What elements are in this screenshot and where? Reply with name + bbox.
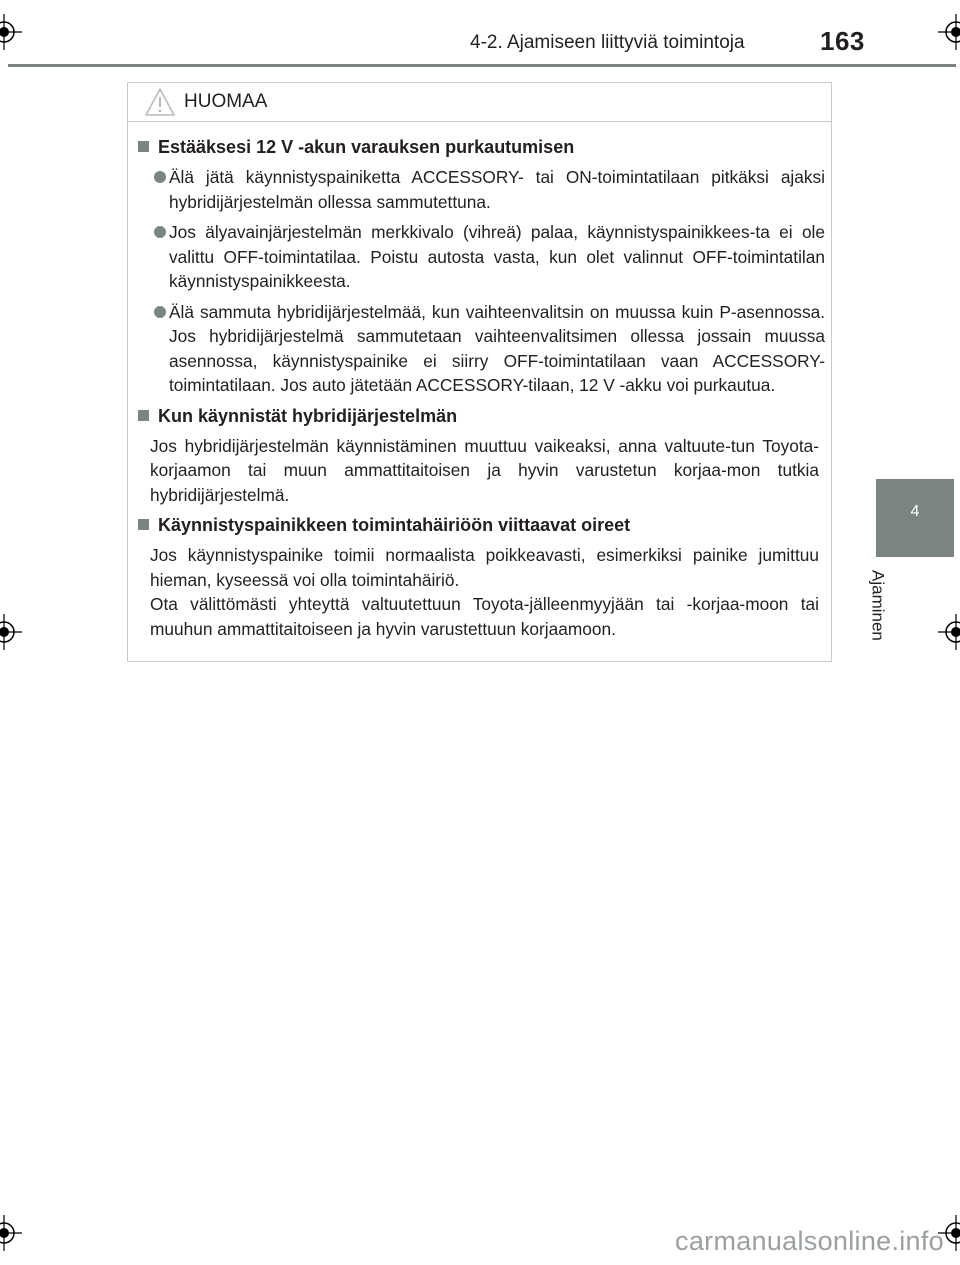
notice-box: [127, 82, 832, 662]
chapter-number: 4: [910, 503, 920, 520]
square-bullet-icon: [138, 141, 149, 152]
paragraph: Jos hybridijärjestelmän käynnistäminen muuttuu vaikeaksi, anna valtuute-tun Toyota-korjaamon tai muun ammattitaitoisen ja hyvin varustetun korjaa-mon tutkia hybridijärjestelmä.: [150, 435, 819, 505]
square-bullet-icon: [138, 519, 149, 530]
round-bullet-icon: [154, 226, 166, 238]
registration-mark-icon: [0, 14, 22, 50]
page-number: 163: [820, 26, 865, 56]
paragraph: Jos käynnistyspainike toimii normaalista poikkeavasti, esimerkiksi painike jumittuu hieman, kyseessä voi olla toimintahäiriö. Ota välittömästi yhteyttä valtuutettuun Toyota-jälleenmyyjään tai -korjaa-moon tai muuhun ammattitaitoiseen ja hyvin varustettuun korjaamoon.: [150, 545, 819, 639]
registration-mark-icon: [938, 614, 960, 650]
round-bullet-icon: [154, 171, 166, 183]
notice-header: [128, 83, 831, 122]
warning-triangle-icon: [144, 87, 176, 117]
chapter-title: Ajaminen: [868, 570, 888, 641]
list-item: Älä sammuta hybridijärjestelmää, kun vaihteenvalitsin on muussa kuin P-asennossa. Jos hybridijärjestelmä sammutetaan vaihteenvalitsimen ollessa jossain muussa asennossa, käynnistyspainike ei siirry OFF-toimintatilaan vaan ACCESSORY-toimintatilaan. Jos auto jätetään ACCESSORY-tilaan, 12 V -akku voi purkautua.: [128, 300, 833, 398]
registration-mark-icon: [0, 614, 22, 650]
list-item: Jos älyavainjärjestelmän merkkivalo (vihreä) palaa, käynnistyspainikkees-ta ei ole valittu OFF-toimintatilaa. Poistu autosta vasta, kun olet valinnut OFF-toimintatilan käynnistyspainikkeesta.: [128, 220, 833, 294]
section-heading: Kun käynnistät hybridijärjestelmän: [128, 404, 833, 428]
chapter-label: [868, 570, 924, 660]
section-heading: Estääksesi 12 V -akun varauksen purkautumisen: [128, 135, 833, 159]
list-item: Älä jätä käynnistyspainiketta ACCESSORY- tai ON-toimintatilaan pitkäksi ajaksi hybridijärjestelmän ollessa sammutettuna.: [128, 165, 833, 214]
section-title: 4-2. Ajamiseen liittyviä toimintoja: [470, 32, 745, 53]
chapter-tab: [876, 479, 954, 557]
square-bullet-icon: [138, 410, 149, 421]
registration-mark-icon: [938, 14, 960, 50]
header-divider: [8, 64, 956, 67]
notice-title: HUOMAA: [184, 91, 268, 112]
notice-content: [128, 135, 833, 647]
watermark: carmanualsonline.info: [675, 1226, 944, 1256]
section-heading: Käynnistyspainikkeen toimintahäiriöön viittaavat oireet: [128, 513, 833, 537]
round-bullet-icon: [154, 306, 166, 318]
registration-mark-icon: [0, 1215, 22, 1251]
